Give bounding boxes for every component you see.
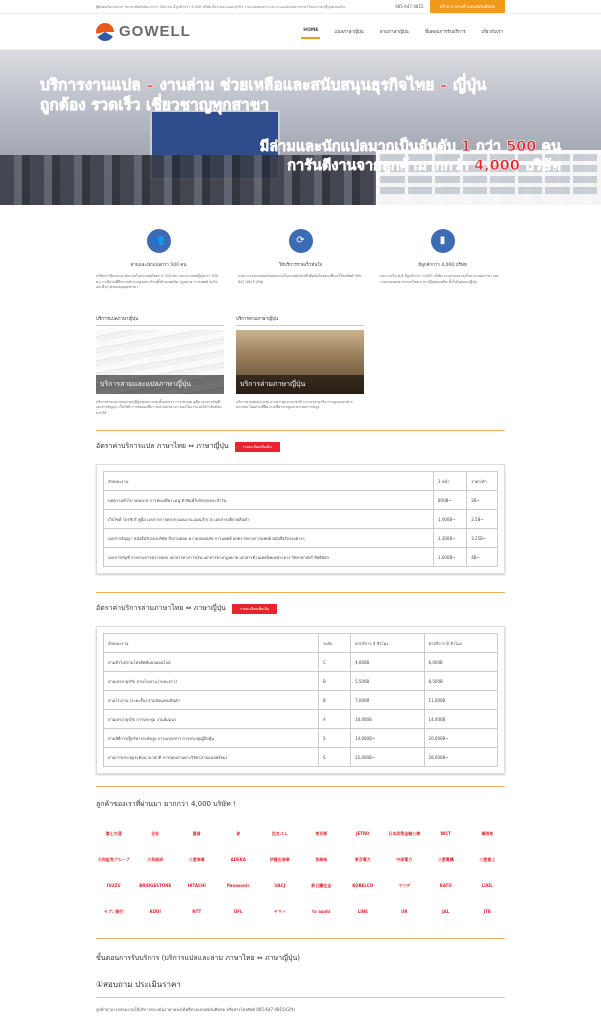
client-logo: JETRO: [356, 831, 370, 836]
client-logo: KATO: [439, 883, 452, 888]
feature-fast: [238, 229, 363, 291]
feature-text: และภายใน 6-8 ปีลูกค้ากว่า 4,000 บริษัท งานล่ามและธุรกิจงานแปลภาษา และงานแปลเอกสารภาษาไทย-ภาษาญี่ปุ่นทุกชนิด ทั้งในไทยและญี่ปุ่น: [380, 274, 500, 284]
logo-text: GOWELL: [119, 23, 191, 40]
client-logo: BRIDGESTONE: [139, 883, 172, 888]
table-cell: ล่ามทั่วไป/ล่ามโทรศัพท์แบบออนไลน์: [104, 653, 319, 672]
client-logo: 倉: [236, 831, 241, 836]
table-row: [104, 748, 498, 767]
table-cell: ล่ามโรงงาน (ระยะสั้น) ล่ามจัดแสดงสินค้า: [104, 691, 319, 710]
client-logo: LIXIL: [481, 883, 493, 888]
nav-process[interactable]: ขั้นตอนการรับบริการ: [424, 30, 466, 35]
table-row: [104, 548, 498, 567]
table-row: [104, 529, 498, 548]
interpretation-rates-title: อัตราค่าบริการล่ามภาษาไทย ⇔ ภาษาญี่ปุ่น: [96, 604, 226, 612]
hero-line-2: ถูกต้อง รวดเร็ว เชี่ยวชาญทุกสาขา: [40, 96, 270, 114]
client-logo: 三菱商事: [188, 857, 205, 862]
client-logo: 大和総研: [147, 857, 164, 862]
feature-title: ให้บริการรวดเร็วทันใจ: [278, 263, 323, 268]
table-cell: ล่ามการประชุมระดับนานาชาติ การสอบสวนทางวิจัย (ล่ามแปลพร้อม): [104, 748, 319, 767]
client-logo: セブン銀行: [103, 909, 124, 914]
table-cell: B: [319, 672, 351, 691]
interpretation-rates-heading: [0, 593, 601, 620]
feature-text: บริษัทเรามีล่ามและนักแปลในประเทศไทยกว่า 200 คน และประเทศญี่ปุ่นกว่า 300 คน เรามีล่ามที่มีความชำนาญเฉพาะด้านทั้งด้านเทคนิค กฎหมาย การแพทย์ ธุรกิจ และอื่นๆ ครอบคลุมทุกสาขา: [96, 274, 219, 289]
table-header: ค่าบริการ 4 ชั่วโมง: [351, 634, 424, 653]
client-logo: 富士交通: [105, 831, 122, 836]
nav-home[interactable]: HOME: [301, 24, 320, 39]
table-header: 1 หน้า: [434, 472, 467, 491]
main-nav: [301, 24, 505, 39]
service-title: บริการแปลภาษาญี่ปุ่น: [96, 315, 224, 326]
client-logo: 三菱電機: [437, 857, 454, 862]
service-text: บริการล่ามและแปลภาษาญี่ปุ่นทุกประเภท ทั้งเอกสาร การประชุม คู่มือ เอกสารบัญชี เอกสารสัญญา เว็บไซต์ การขอแผงที่มา ส่งงานตรงเวลา ของในการแปลได้ว่าลิงค์นับมากได้: [96, 399, 222, 415]
table-cell: A: [319, 710, 351, 729]
hero-line-3: มีล่ามและนักแปลมากเป็นอันดับ 1 กว่า 500 คน: [259, 139, 561, 155]
table-header: ลักษณะงาน: [104, 634, 319, 653]
table-cell: B: [319, 691, 351, 710]
logo-mark-icon: [96, 23, 114, 41]
service-caption: บริการล่ามและแปลภาษาญี่ปุ่น: [96, 375, 224, 394]
client-logo: 中部電力: [396, 857, 413, 862]
feature-text: กรุณากรอกแบบฟอร์มสอบถามในแบบฟอร์มหรือติดต่อโดยตรงที่เบอร์โทรศัพท์ 065-647-4815 (กิฟ): [238, 274, 363, 284]
table-cell: 7,000B: [351, 691, 424, 710]
table-cell: 2B~: [467, 491, 498, 510]
client-logo: JAL: [442, 909, 450, 914]
phone-number[interactable]: 065-647-4815: [395, 4, 424, 9]
client-logo: HITACHI: [187, 883, 206, 888]
client-logo: 日本政策金融公庫: [388, 831, 421, 836]
service-image[interactable]: [96, 330, 224, 394]
client-logo: 宮崎県: [315, 857, 328, 862]
table-cell: 20,000B~: [424, 729, 497, 748]
client-logo: UACJ: [274, 883, 286, 888]
table-cell: ล่ามเจรจาธุรกิจ การประชุม งานสัมมนา: [104, 710, 319, 729]
feature-title: ล่ามและนักแปลกว่า 500 คน: [130, 263, 187, 268]
client-logo: JTB: [483, 909, 491, 914]
table-cell: 28,000B~: [424, 748, 497, 767]
hero-subheadline: [61, 138, 561, 176]
table-cell: 14,000B~: [351, 729, 424, 748]
table-cell: 3.25B~: [467, 529, 498, 548]
feature-title: มีลูกค้ากว่า 4,000 บริษัท: [418, 263, 467, 268]
client-logo: 住友ゴム: [271, 831, 288, 836]
service-text: บริการล่ามทุกประเภท การประชุมนานาชาติ การเจรจาธุรกิจ การดูแลแขกต่างประเทศ โดยล่ามที่มีความเชี่ยวชาญและประสบการณ์สูง: [236, 399, 353, 409]
table-row: [104, 491, 498, 510]
service-translation[interactable]: [96, 315, 224, 417]
table-cell: S: [319, 729, 351, 748]
step-1-title: ①สอบถาม ประเมินราคา: [96, 980, 181, 989]
client-logo: 大和証券グループ: [97, 857, 130, 862]
table-cell: S: [319, 748, 351, 767]
table-cell: 1,000B~: [434, 510, 467, 529]
table-cell: 1,600B~: [434, 548, 467, 567]
table-cell: ล่ามเจรจาธุรกิจ ล่ามโรงงาน (ระยะยาว): [104, 672, 319, 691]
client-logo: 新日鐵住金: [311, 883, 332, 888]
clients-title: ลูกค้าของเราที่ผ่านมา มากกว่า 4,000 บริษัท !: [96, 800, 236, 808]
client-logo: ヤマハ: [273, 909, 286, 914]
table-cell: C: [319, 653, 351, 672]
table-header: ลักษณะงาน: [104, 472, 434, 491]
users-icon: 👥: [147, 229, 171, 253]
table-header-row: [104, 634, 498, 653]
table-cell: 2.5B~: [467, 510, 498, 529]
chart-icon: ▮: [431, 229, 455, 253]
table-cell: 1,300B~: [434, 529, 467, 548]
translation-rates-table: [96, 464, 505, 574]
client-logo: 福岡県: [481, 831, 494, 836]
table-header: ค่าบริการ 8 ชั่วโมง: [424, 634, 497, 653]
table-row: [104, 691, 498, 710]
interpretation-details-button[interactable]: รายละเอียดเพิ่มเติม: [232, 604, 277, 614]
flow-title: ขั้นตอนการรับบริการ (บริการแปลและล่าม ภาษาไทย ⇔ ภาษาญี่ปุ่น): [96, 954, 300, 962]
table-cell: เอกสารบัญชี รายงานการตรวจสอบ เอกสารทางการเงิน เอกสารทางกฎหมาย เอกสารด้านเทคนิคเฉพาะทาง วิทยาศาสตร์ สิทธิบัตร: [104, 548, 434, 567]
client-logo: ISUZU: [106, 883, 121, 888]
contact-button[interactable]: ปรึกษาราคาฟรี แบบฟอร์มติดต่อ: [430, 0, 505, 13]
table-header: ระดับ: [319, 634, 351, 653]
table-header-row: [104, 472, 498, 491]
translation-rates-title: อัตราค่าบริการแปล ภาษาไทย ⇔ ภาษาญี่ปุ่น: [96, 442, 229, 450]
client-logo: KDDI: [149, 909, 161, 914]
client-logo: 東京都: [315, 831, 328, 836]
hero-line-1: บริการงานแปล – งานล่าม ช่วยเหลือและสนับสนุนธุรกิจไทย – ญี่ปุ่น: [40, 76, 487, 94]
client-logo: NTT: [192, 909, 202, 914]
service-caption: บริการล่ามภาษาญี่ปุ่น: [236, 375, 364, 394]
features: [0, 205, 601, 291]
services: [0, 291, 601, 417]
top-note: ผู้ติดต่อรับงานจาก ประชาสัมพันธ์มากกว่า 500 คน มีลูกค้ากว่า 4,000 บริษัท ทั้งงานล่ามและธุรกิจ งานแปลเอกสาร และงานแปลเอกสารภาษาไทย-ภาษาญี่ปุ่นครบครัน: [96, 4, 345, 9]
table-row: [104, 672, 498, 691]
nav-about[interactable]: เกี่ยวกับเรา: [481, 30, 503, 35]
client-logo: DFL: [233, 909, 243, 914]
translation-details-button[interactable]: รายละเอียดเพิ่มเติม: [235, 442, 280, 452]
client-logo: 三菱重工: [479, 857, 496, 862]
client-logo: KOBELCO: [352, 883, 374, 888]
table-cell: 8,500B: [424, 672, 497, 691]
table-row: [104, 510, 498, 529]
top-bar: [0, 0, 601, 14]
table-cell: 10,000B: [351, 710, 424, 729]
table-row: [104, 729, 498, 748]
client-logo: ADEKA: [230, 857, 246, 862]
nav-interpretation[interactable]: ล่ามภาษาญี่ปุ่น: [379, 30, 409, 35]
client-logo: UR: [401, 909, 408, 914]
table-cell: บทความทั่วไป จดหมาย การท่องเที่ยว เมนู ตัวพิมพ์ใบรับรองประจำวัน: [104, 491, 434, 510]
nav-translation[interactable]: แปลภาษาญี่ปุ่น: [334, 30, 364, 35]
table-cell: 6,000B: [424, 653, 497, 672]
table-cell: 14,000B: [424, 710, 497, 729]
table-row: [104, 653, 498, 672]
table-cell: เอกสารสัญญา หนังสือรับรองบริษัท สิ่งงานต่อม ความปลอดภัย การแพทย์ ผลตรวจทางการแพทย์ หนังสือรับรองต่างๆ: [104, 529, 434, 548]
client-logo: マツダ: [398, 883, 411, 888]
client-logo: 東京電力: [354, 857, 371, 862]
client-logo: LINE: [357, 909, 368, 914]
table-row: [104, 710, 498, 729]
hero-headline: [40, 75, 560, 115]
table-cell: 4B~: [467, 548, 498, 567]
client-logos: [0, 810, 601, 918]
client-logo: tv asahi: [312, 909, 331, 914]
client-logo: 会社: [151, 831, 160, 836]
service-title: บริการล่ามภาษาญี่ปุ่น: [236, 315, 364, 326]
site-header: [0, 14, 601, 50]
client-logo: 藤倉: [192, 831, 201, 836]
table-header: ราคา/คำ: [467, 472, 498, 491]
feature-clients: [380, 229, 505, 291]
client-logo: Panasonic: [226, 883, 250, 888]
hero-banner: [0, 50, 601, 205]
table-cell: 11,000B: [424, 691, 497, 710]
table-cell: 4,000B: [351, 653, 424, 672]
feature-interpreters: [96, 229, 221, 291]
hero-line-4: การันตีงานจากลูกค้ามากกว่า 4,000 บริษัท: [287, 158, 561, 174]
translation-rates-heading: [0, 431, 601, 458]
service-image[interactable]: [236, 330, 364, 394]
service-interpretation[interactable]: [236, 315, 364, 417]
step-1-description: ลูกค้าสามารถสอบถามให้บริการประเมินราคาของได้ฟรีทางแบบฟอร์มติดต่อ หรือทางโทรศัพท์ 065-647-4815(Gift): [96, 1007, 295, 1012]
client-logo: NICT: [440, 831, 451, 836]
clock-icon: ⟳: [289, 229, 313, 253]
logo[interactable]: [96, 23, 191, 41]
table-cell: 5,500B: [351, 672, 424, 691]
table-cell: เว็บไซต์ โบรชัวร์ คู่มือ เอกสารการตลาด แผนงาน แผนสำรวจ เอกสารอธิบายสินค้า: [104, 510, 434, 529]
table-cell: 800B~: [434, 491, 467, 510]
client-logo: 伊藤忠商事: [269, 857, 290, 862]
interpretation-rates-table: [96, 626, 505, 774]
table-cell: ล่ามพิธีการ/ผู้บริหารระดับสูง การแถลงข่าว การประชุมผู้ถือหุ้น: [104, 729, 319, 748]
table-cell: 22,000B~: [351, 748, 424, 767]
